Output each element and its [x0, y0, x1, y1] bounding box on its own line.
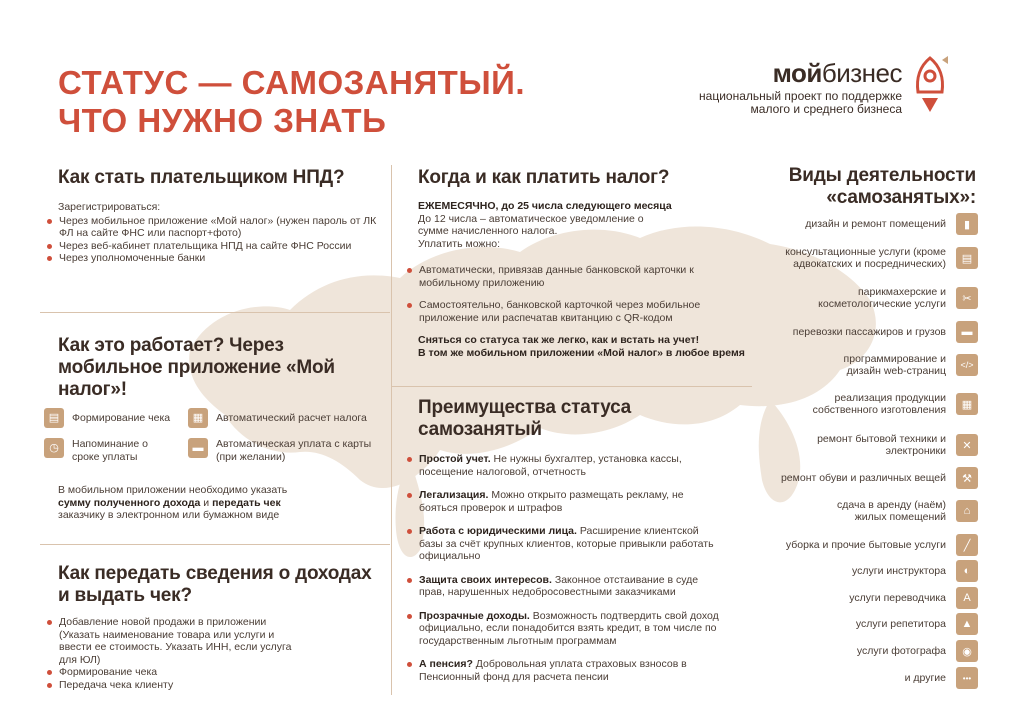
list-item: Передача чека клиенту — [45, 679, 305, 692]
broom-icon: ╱ — [956, 534, 978, 556]
advantage-title: Прозрачные доходы. — [419, 609, 530, 622]
title-line-1: СТАТУС — САМОЗАНЯТЫЙ. — [58, 64, 526, 101]
advantage-title: Простой учет. — [419, 453, 491, 465]
advantages-list — [405, 453, 725, 683]
feature-label: Напоминание о сроке уплаты — [72, 438, 148, 463]
list-item: Автоматически, привязав данные банковской карточки к мобильному приложению — [405, 264, 715, 289]
activity-label: парикмахерские и косметологические услуги — [818, 285, 946, 310]
note-bold-receipt: передать чек — [212, 496, 281, 509]
advantage-item — [405, 610, 725, 648]
feature-label: Автоматическая уплата с карты (при желании) — [216, 438, 372, 463]
activity-item — [760, 244, 978, 272]
camera-icon: ◉ — [956, 640, 978, 662]
activities-heading-line-2: «самозанятых»: — [826, 187, 976, 208]
note-text-end: заказчику в электронном или бумажном виде — [58, 509, 280, 521]
column-divider-left — [391, 165, 392, 695]
feature-label: Формирование чека — [72, 412, 171, 424]
title-line-2: ЧТО НУЖНО ЗНАТЬ — [58, 102, 387, 139]
advantage-item — [405, 574, 725, 599]
hammer-icon: ⚒ — [956, 467, 978, 489]
advantage-title: Защита своих интересов. — [419, 573, 552, 586]
advantage-title: Работа с юридическими лица. — [419, 525, 577, 537]
activity-label: консультационные услуги (кроме адвокатских и посреднических) — [785, 245, 946, 270]
activity-label: ремонт обуви и различных вещей — [780, 471, 946, 484]
divider-mid-1 — [392, 386, 752, 387]
activity-item — [760, 210, 978, 238]
activities-heading-line-1: Виды деятельности — [788, 165, 976, 186]
truck-icon: ▬ — [956, 321, 978, 343]
more-icon: ••• — [956, 667, 978, 689]
logo-subtitle: национальный проект по поддержке малого и среднего бизнеса — [699, 89, 902, 116]
moy-biznes-logo — [699, 52, 990, 122]
whistle-icon: ◐ — [956, 560, 978, 582]
note-and: и — [203, 496, 210, 509]
section-advantages-heading: Преимущества статуса самозанятый — [418, 397, 632, 440]
list-item: Добавление новой продажи в приложении (Указать наименование товара или услуги и ввести ее стоимость. Указать ИНН, если услуга для ЮЛ) — [45, 616, 305, 666]
section-how-note — [58, 484, 318, 522]
advantage-title: А пенсия? — [419, 658, 473, 670]
translate-icon: A — [956, 587, 978, 609]
activity-label: ремонт бытовой техники и электроники — [817, 432, 946, 457]
activity-label: программирование и дизайн web-страниц — [843, 352, 946, 377]
calculator-icon: ▦ — [188, 408, 208, 428]
list-item: Формирование чека — [45, 666, 305, 679]
deregister-line-2: В том же мобильном приложении «Мой налог» в любое время — [418, 346, 745, 359]
section-income-heading: Как передать сведения о доходах и выдать чек? — [58, 563, 372, 606]
basket-icon: ▦ — [956, 393, 978, 415]
card-icon: ▬ — [188, 438, 208, 458]
activity-item — [760, 637, 978, 665]
section-income-list — [45, 616, 305, 691]
advantage-text: Законное отстаивание в суде прав, нарушенных недобросовестными заказчиками — [419, 573, 699, 598]
note-bold-income: сумму полученного дохода — [58, 496, 201, 509]
scissors-icon: ✂ — [956, 287, 978, 309]
feature-autopay — [188, 438, 378, 463]
activity-label: и другие — [904, 671, 946, 684]
advantage-text: Возможность подтвердить свой доход официально, если понадобится взять кредит, в том числе по государственным льготным программам — [419, 609, 719, 647]
section-become-heading: Как стать плательщиком НПД? — [58, 167, 345, 188]
section-advantages — [418, 397, 748, 694]
chat-icon: ▤ — [956, 247, 978, 269]
activity-label: услуги репетитора — [855, 617, 946, 630]
page-title — [58, 64, 525, 140]
activity-label: реализация продукции собственного изготовления — [812, 391, 946, 416]
activity-label: услуги инструктора — [852, 564, 946, 577]
pay-monthly — [418, 200, 748, 213]
advantage-text: Расширение клиентской базы за счёт крупных клиентов, которые привыкли работать официально — [419, 525, 714, 562]
advantage-title: Легализация. — [419, 489, 489, 501]
section-become-intro: Зарегистрироваться: — [58, 201, 161, 213]
graduation-cap-icon: ▲ — [956, 613, 978, 635]
list-item: Через уполномоченные банки — [45, 252, 388, 265]
feature-receipt — [44, 408, 184, 428]
feature-label: Автоматический расчет налога — [216, 412, 367, 424]
activity-item — [760, 664, 978, 692]
activity-label: уборка и прочие бытовые услуги — [785, 538, 946, 551]
note-text: В мобильном приложении необходимо указать — [58, 484, 288, 496]
pay-intro: Уплатить можно: — [418, 237, 501, 250]
logo-word-thin: бизнес — [821, 58, 902, 88]
logo-wordmark — [773, 58, 902, 89]
activity-item — [760, 284, 978, 312]
deregister-note — [418, 334, 748, 359]
advantage-item — [405, 658, 725, 683]
section-become-npd — [58, 167, 388, 265]
section-pay-tax — [418, 167, 748, 359]
activity-item — [760, 610, 978, 638]
feature-reminder — [44, 438, 184, 463]
list-item: Через мобильное приложение «Мой налог» (нужен пароль от ЛК ФЛ на сайте ФНС или паспорт+фото) — [45, 215, 388, 240]
section-activities-heading — [760, 165, 976, 209]
advantage-item — [405, 489, 725, 514]
activity-item — [760, 351, 978, 379]
activity-item — [760, 497, 978, 525]
section-how-heading: Как это работает? Через мобильное приложение «Мой налог»! — [58, 335, 335, 400]
activity-item — [760, 464, 978, 492]
divider-left-2 — [40, 544, 390, 545]
feature-calculator — [188, 408, 378, 428]
section-become-list — [45, 215, 388, 265]
rocket-logo-icon — [908, 54, 952, 116]
activity-label: дизайн и ремонт помещений — [805, 217, 946, 230]
code-icon: </> — [956, 354, 978, 376]
section-how-it-works — [58, 335, 378, 401]
divider-left-1 — [40, 312, 390, 313]
activity-item — [760, 431, 978, 459]
list-item: Через веб-кабинет плательщика НПД на сайте ФНС России — [45, 240, 388, 253]
activity-item — [760, 584, 978, 612]
activity-label: услуги фотографа — [856, 644, 946, 657]
house-icon: ⌂ — [956, 500, 978, 522]
activity-label: услуги переводчика — [849, 591, 946, 604]
advantage-item — [405, 525, 725, 563]
section-pay-heading: Когда и как платить налог? — [418, 167, 670, 188]
activity-item — [760, 318, 978, 346]
advantage-text: Добровольная уплата страховых взносов в Пенсионный фонд для расчета пенсии — [419, 658, 687, 683]
pay-methods-list — [405, 264, 715, 324]
activity-item — [760, 390, 978, 418]
tools-icon: ✕ — [956, 434, 978, 456]
advantage-text: Можно открыто размещать рекламу, не бояться проверок и штрафов — [419, 489, 684, 514]
activity-label: перевозки пассажиров и грузов — [792, 325, 946, 338]
pay-monthly-bold: ЕЖЕМЕСЯЧНО, до 25 числа следующего месяца — [418, 200, 672, 212]
deregister-line-1: Сняться со статуса так же легко, как и встать на учет! — [418, 334, 700, 346]
advantage-item — [405, 453, 725, 478]
section-income-report — [58, 563, 378, 691]
logo-word-bold: мой — [772, 58, 822, 88]
advantage-text: Не нужны бухгалтер, установка кассы, посещение налоговой, отчетность — [419, 453, 682, 478]
paint-roller-icon: ▮ — [956, 213, 978, 235]
activity-item — [760, 531, 978, 559]
receipt-icon: ▤ — [44, 408, 64, 428]
activity-label: сдача в аренду (наём) жилых помещений — [836, 498, 946, 523]
list-item: Самостоятельно, банковской карточкой через мобильное приложение или распечатав квитанцию с QR-кодом — [405, 299, 715, 324]
clock-icon: ◷ — [44, 438, 64, 458]
pay-notification: До 12 числа – автоматическое уведомление о сумме начисленного налога. — [418, 212, 644, 237]
activity-item — [760, 557, 978, 585]
